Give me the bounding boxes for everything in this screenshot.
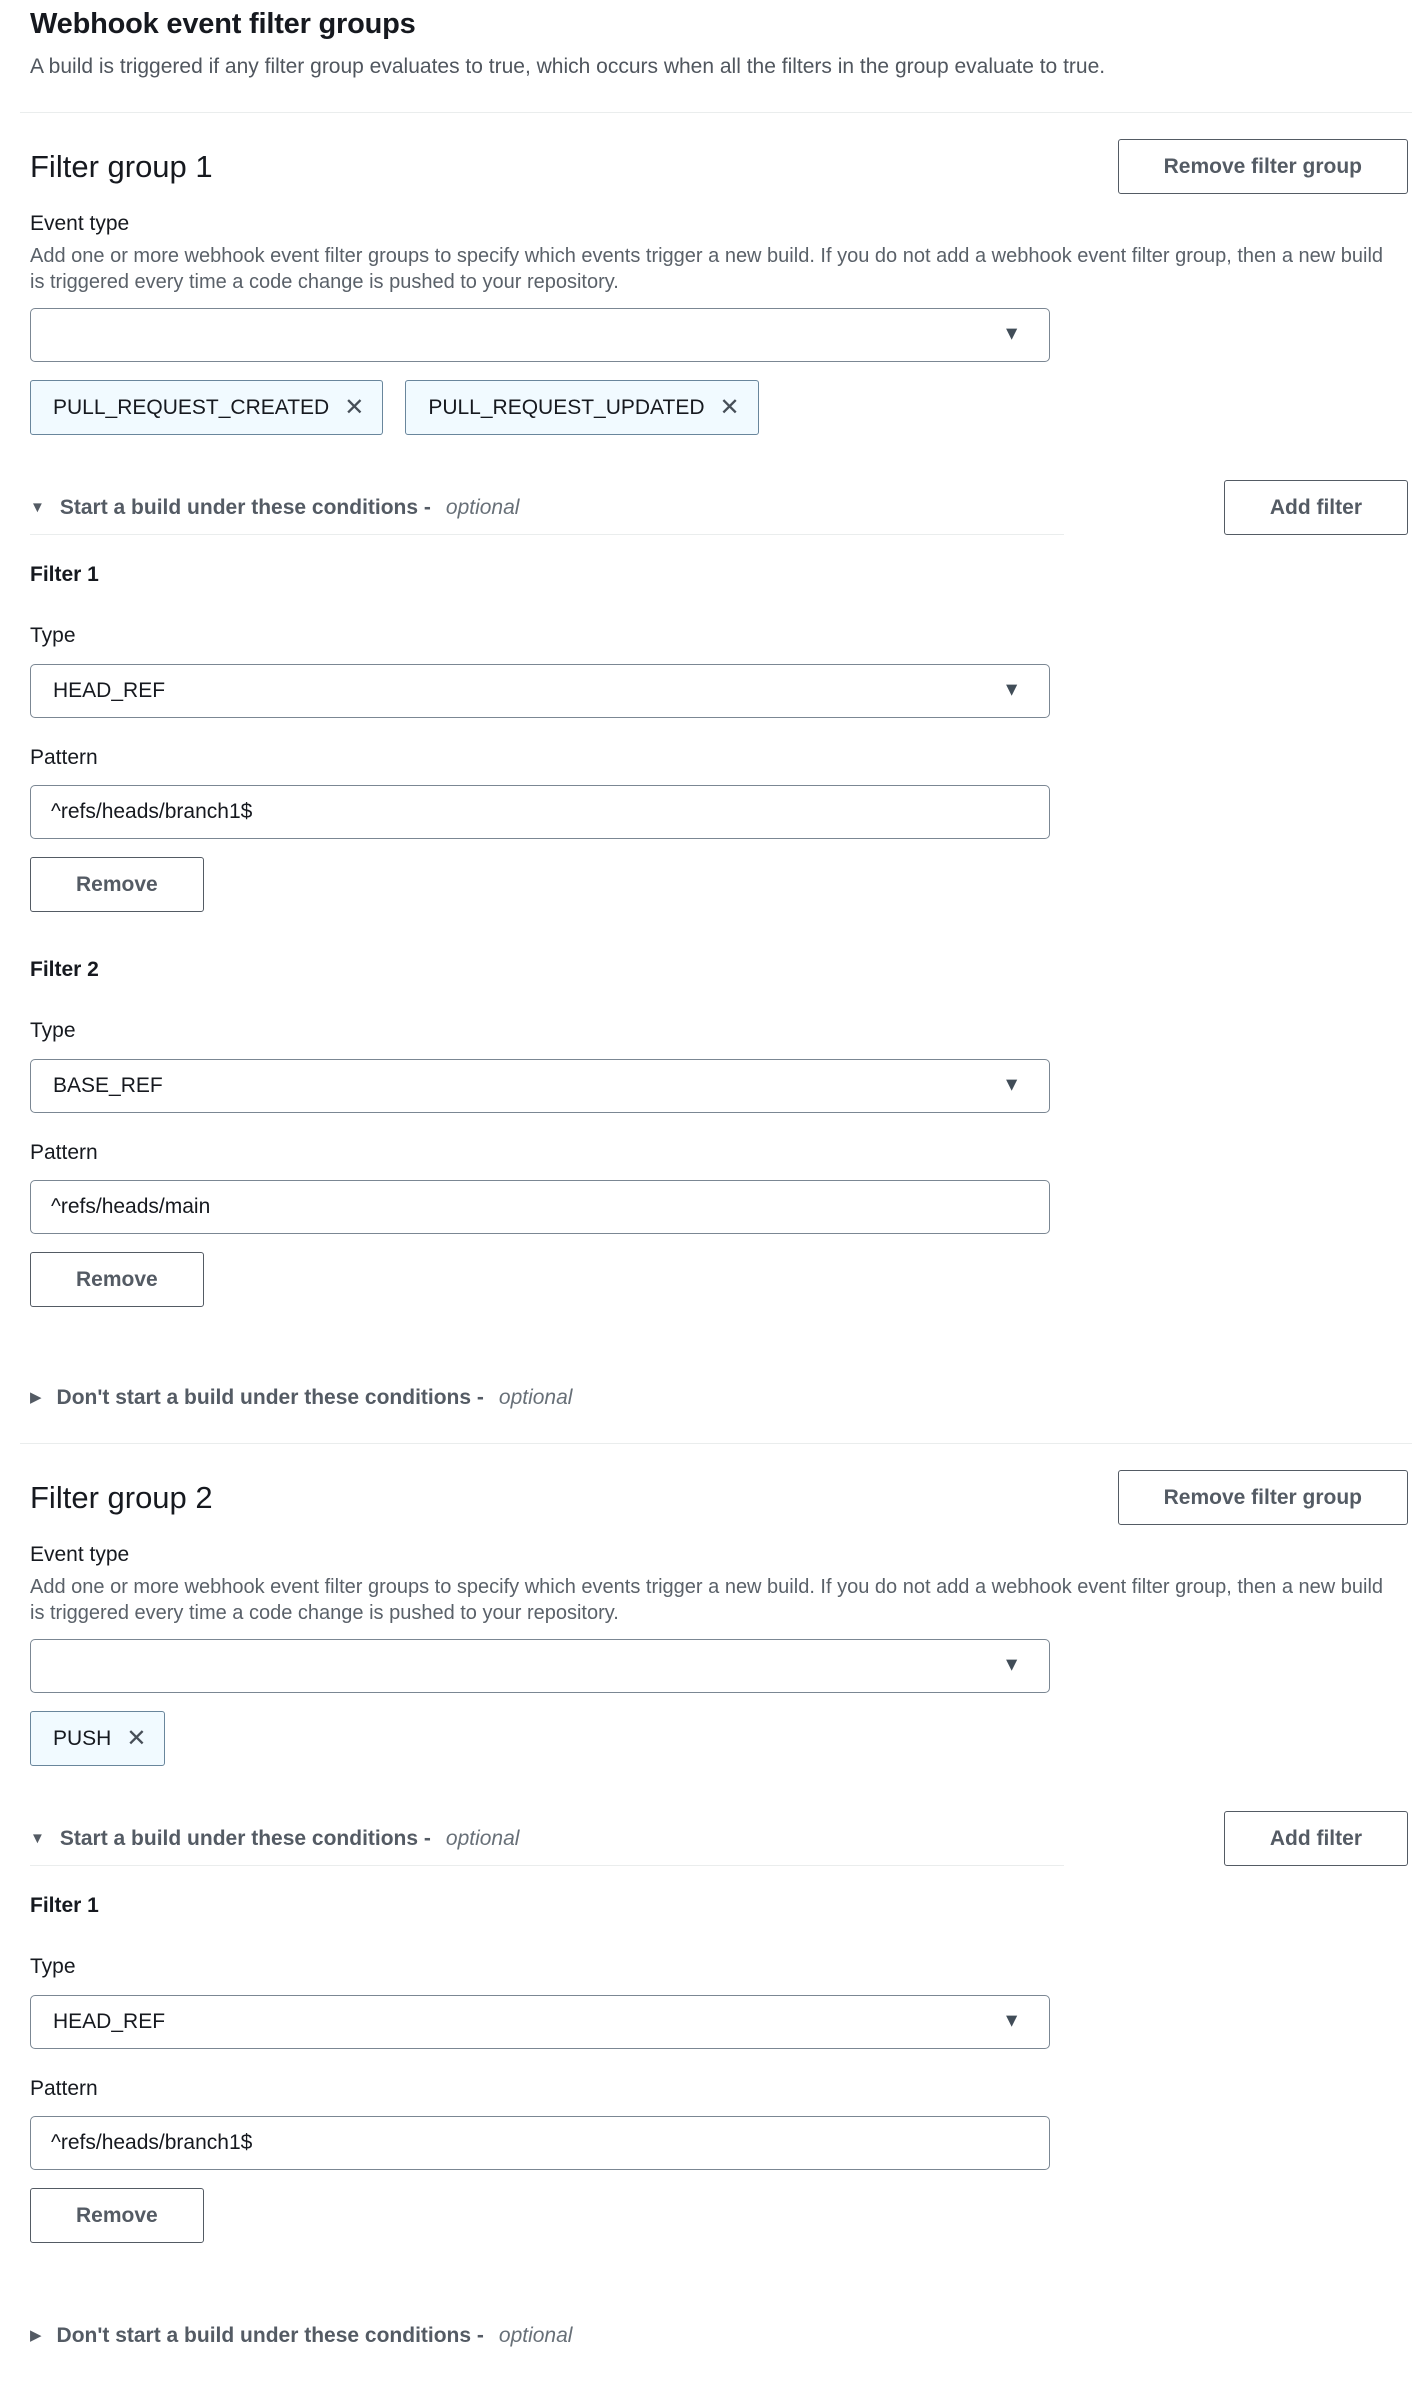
start-conditions-row [30,480,1408,535]
event-type-description: Add one or more webhook event filter groups to specify which events trigger a new build. If you do not add a webhook event filter group, then a new build is triggered every time a code change is pushed to your repository. [30,245,1384,293]
caret-down-icon: ▼ [30,499,45,516]
pattern-input[interactable] [30,785,1050,839]
filter-type-select[interactable] [30,1995,1050,2049]
caret-down-icon: ▼ [1002,1654,1021,1676]
type-label: Type [30,624,76,647]
optional-label: optional [445,496,520,519]
filter-2-block [30,958,1408,1307]
token-label: PULL_REQUEST_UPDATED [428,395,705,419]
select-value: HEAD_REF [53,2010,166,2033]
event-type-tokens [30,380,1408,435]
pattern-input[interactable] [30,2116,1050,2170]
filter-group-1-header [30,139,1408,194]
event-type-select[interactable] [30,1639,1050,1693]
remove-token-icon[interactable]: ✕ [126,1724,147,1752]
filter-name: Filter 1 [30,563,99,586]
filter-group-2-section [30,1470,1408,2348]
remove-token-icon[interactable]: ✕ [344,393,365,421]
caret-down-icon: ▼ [1002,679,1021,701]
dont-start-conditions-expander[interactable] [30,2323,572,2348]
select-value: HEAD_REF [53,679,166,702]
type-label: Type [30,1955,76,1978]
event-type-description: Add one or more webhook event filter groups to specify which events trigger a new build. If you do not add a webhook event filter group, then a new build is triggered every time a code change is pushed to your repository. [30,1576,1384,1624]
filter-group-2-header [30,1470,1408,1525]
remove-filter-group-2-button[interactable]: Remove filter group [1118,1470,1408,1525]
caret-down-icon: ▼ [1002,323,1021,345]
start-conditions-row [30,1811,1408,1866]
page-description: A build is triggered if any filter group evaluates to true, which occurs when all the filters in the group evaluate to true. [30,55,1106,78]
token-label: PUSH [53,1726,112,1750]
section-divider [20,112,1412,113]
pattern-label: Pattern [30,1141,98,1164]
filter-group-1-title: Filter group 1 [30,148,213,184]
filter-group-1-section [30,139,1408,1410]
event-type-tokens [30,1711,1408,1766]
event-type-token [405,380,758,435]
filter-name: Filter 1 [30,1894,99,1917]
type-label: Type [30,1019,76,1042]
dont-start-conditions-expander[interactable] [30,1385,572,1410]
filter-1-block [30,563,1408,912]
expander-title: Start a build under these conditions - [59,496,431,519]
pattern-input[interactable] [30,1180,1050,1234]
expander-title: Don't start a build under these conditions - [56,2324,484,2347]
expander-title: Start a build under these conditions - [59,1827,431,1850]
remove-filter-button[interactable]: Remove [30,857,204,912]
page-title: Webhook event filter groups [30,8,416,40]
caret-down-icon: ▼ [30,1830,45,1847]
optional-label: optional [498,1386,573,1409]
event-type-select[interactable] [30,308,1050,362]
remove-filter-button[interactable]: Remove [30,1252,204,1307]
start-conditions-expander[interactable] [30,480,1064,535]
filter-name: Filter 2 [30,958,99,981]
caret-right-icon: ▶ [30,1389,42,1406]
remove-filter-button[interactable]: Remove [30,2188,204,2243]
event-type-token [30,1711,165,1766]
optional-label: optional [498,2324,573,2347]
caret-down-icon: ▼ [1002,2010,1021,2032]
start-conditions-expander[interactable] [30,1811,1064,1866]
expander-title: Don't start a build under these conditions - [56,1386,484,1409]
select-value: BASE_REF [53,1074,163,1097]
filter-1-block [30,1894,1408,2243]
caret-right-icon: ▶ [30,2327,42,2344]
section-divider [20,1443,1412,1444]
event-type-token [30,380,383,435]
event-type-label: Event type [30,212,130,235]
optional-label: optional [445,1827,520,1850]
event-type-label: Event type [30,1543,130,1566]
pattern-label: Pattern [30,746,98,769]
filter-group-2-title: Filter group 2 [30,1479,213,1515]
caret-down-icon: ▼ [1002,1074,1021,1096]
filter-type-select[interactable] [30,664,1050,718]
pattern-label: Pattern [30,2077,98,2100]
add-filter-button[interactable]: Add filter [1224,480,1408,535]
add-filter-button[interactable]: Add filter [1224,1811,1408,1866]
remove-token-icon[interactable]: ✕ [719,393,740,421]
token-label: PULL_REQUEST_CREATED [53,395,330,419]
filter-type-select[interactable] [30,1059,1050,1113]
remove-filter-group-1-button[interactable]: Remove filter group [1118,139,1408,194]
